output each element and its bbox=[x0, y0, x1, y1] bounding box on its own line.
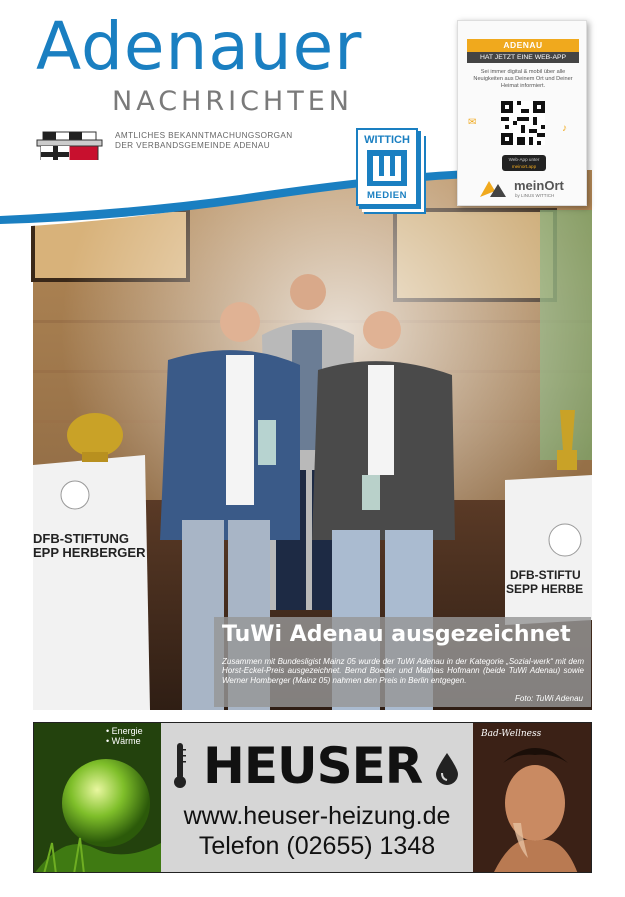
photo-credit: Foto: TuWi Adenau bbox=[515, 694, 583, 703]
heuser-advertisement[interactable] bbox=[33, 722, 592, 873]
card-phone-line-1: Web-App unter bbox=[508, 157, 540, 162]
card-deco-icon: ✉ bbox=[468, 117, 477, 128]
ad-wellness-image bbox=[473, 723, 592, 873]
ad-main-panel bbox=[161, 723, 473, 873]
wittich-logo-bottom: MEDIEN bbox=[367, 190, 407, 201]
ad-bullet-waerme: • Wärme bbox=[106, 736, 141, 746]
water-drop-icon bbox=[436, 753, 458, 785]
thermometer-icon bbox=[173, 743, 187, 789]
card-logo-text: meinOrt bbox=[514, 178, 564, 193]
card-text: Sei immer digital & mobil über alle Neuigkeiten aus Deinem Ort und Deiner Heimat informiert. bbox=[473, 69, 573, 89]
banner-left-line-2: EPP HERBERGER bbox=[33, 545, 146, 560]
card-phone-badge bbox=[502, 155, 546, 171]
caption-text: Zusammen mit Bundesligist Mainz 05 wurde der TuWi Adenau in der Kategorie „Sozial-werk“ mit dem Horst-Eckel-Preis ausgezeichnet. Bernd Boeder und Mathias Hofmann (beide TuWi Adenau) sowie Werner Homberger (Mainz 05) nahmen den Preis in Berlin entgegen. bbox=[222, 657, 584, 685]
newspaper-title: Adenauer bbox=[36, 8, 363, 85]
webapp-promo-card bbox=[457, 20, 587, 206]
wittich-logo-top: WITTICH bbox=[364, 134, 410, 146]
org-line-2: DER VERBANDSGEMEINDE ADENAU bbox=[115, 141, 271, 150]
photo-caption bbox=[214, 617, 591, 707]
card-logo-sub: by LINUS WITTICH bbox=[515, 193, 555, 198]
ad-website-link[interactable]: www.heuser-heizung.de bbox=[183, 802, 451, 830]
ad-phone-number[interactable]: Telefon (02655) 1348 bbox=[198, 832, 436, 860]
meinort-logo-icon bbox=[480, 179, 506, 197]
ad-bullet-energie: • Energie bbox=[106, 726, 143, 736]
card-deco-icon: ♪ bbox=[562, 123, 567, 134]
card-headline: HAT JETZT EINE WEB-APP bbox=[467, 52, 579, 63]
banner-right-line-1: DFB-STIFTU bbox=[510, 568, 581, 582]
ad-brand-name: HEUSER bbox=[203, 737, 423, 795]
banner-right-line-2: SEPP HERBE bbox=[506, 582, 584, 596]
wittich-w-icon bbox=[367, 150, 407, 186]
newspaper-subtitle: NACHRICHTEN bbox=[112, 86, 353, 117]
card-phone-line-2: meinort.app bbox=[511, 164, 537, 169]
card-town: ADENAU bbox=[467, 39, 579, 52]
ad-globe-image bbox=[34, 723, 161, 873]
banner-left-line-1: DFB-STIFTUNG bbox=[33, 531, 130, 546]
org-line-1: AMTLICHES BEKANNTMACHUNGSORGAN bbox=[115, 131, 293, 140]
ad-wellness-label: Bad-Wellness bbox=[481, 729, 542, 739]
wittich-medien-logo bbox=[356, 128, 422, 210]
article-headline: TuWi Adenau ausgezeichnet bbox=[222, 622, 571, 647]
qr-code-icon[interactable] bbox=[501, 101, 545, 145]
